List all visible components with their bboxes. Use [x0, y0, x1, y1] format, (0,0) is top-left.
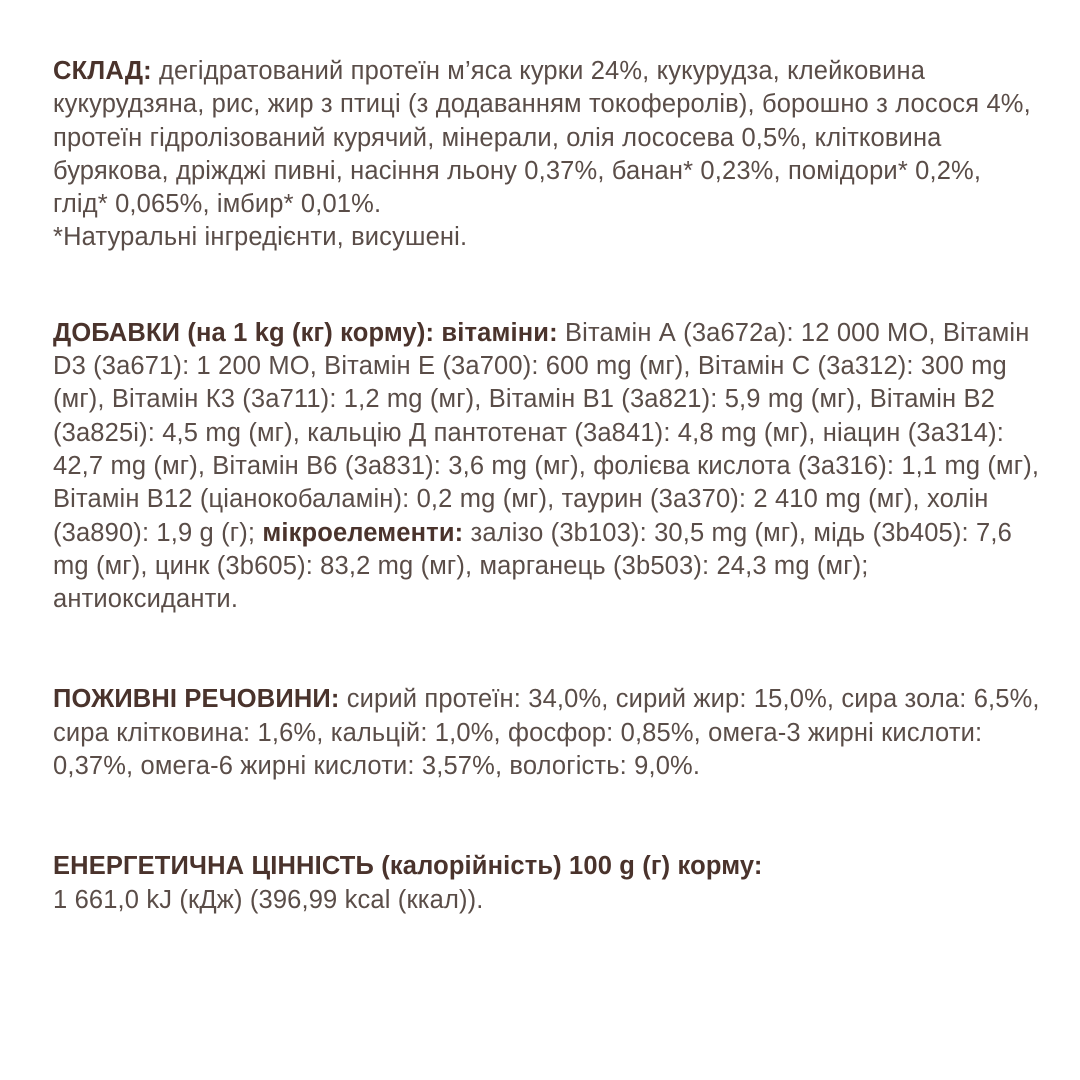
microelements-text: залізо (3b103): 30,5 mg (мг), мідь (3b405): 7,6 mg (мг), цинк (3b605): 83,2 mg (мг), марганець (3b503): 24,3 mg (мг); антиоксиданти.: [53, 518, 1012, 614]
vitamins-label: вітаміни:: [434, 318, 558, 347]
nutrients-text: сирий протеїн: 34,0%, сирий жир: 15,0%, сира зола: 6,5%, сира клітковина: 1,6%, кальцій: 1,0%, фосфор: 0,85%, омега-3 жирні кислоти: 0,37%, омега-6 жирні кислоти: 3,57%, вологість: 9,0%.: [53, 685, 1040, 781]
energy-section: [53, 850, 1043, 917]
microelements-label: мікроелементи:: [255, 518, 464, 547]
composition-heading: СКЛАД:: [53, 57, 152, 85]
additives-section: [53, 317, 1043, 617]
nutrients-heading: ПОЖИВНІ РЕЧОВИНИ:: [53, 685, 340, 714]
composition-text: дегідратований протеїн м’яса курки 24%, кукурудза, клейковина кукурудзяна, рис, жир з птиці (з додаванням токоферолів), борошно з лосося 4%, протеїн гідролізований курячий, мінерали, олія лососева 0,5%, клітковина бурякова, дріжджі пивні, насіння льону 0,37%, банан* 0,23%, помідори* 0,2%, глід* 0,065%, імбир* 0,01%.: [53, 57, 1031, 219]
ingredients-document: [53, 55, 1043, 917]
nutrients-section: [53, 683, 1043, 783]
energy-text: 1 661,0 kJ (кДж) (396,99 kcal (ккал)).: [53, 885, 484, 914]
energy-heading: ЕНЕРГЕТИЧНА ЦІННІСТЬ (калорійність) 100 g (г) корму:: [53, 852, 763, 881]
composition-note: *Натуральні інгредієнти, висушені.: [53, 223, 468, 252]
composition-section: [53, 55, 1043, 255]
additives-heading: ДОБАВКИ (на 1 kg (кг) корму):: [53, 318, 435, 347]
vitamins-text: Вітамін А (3a672a): 12 000 МО, Вітамін D3 (3a671): 1 200 МО, Вітамін Е (3a700): 600 mg (мг), Вітамін С (3a312): 300 mg (мг), Вітамін К3 (3a711): 1,2 mg (мг), Вітамін В1 (3a821): 5,9 mg (мг), Вітамін В2 (3a825i): 4,5 mg (мг), кальцію Д пантотенат (3a841): 4,8 mg (мг), ніацин (3a314): 42,7 mg (мг), Вітамін В6 (3a831): 3,6 mg (мг), фолієва кислота (3a316): 1,1 mg (мг), Вітамін В12 (ціанокобаламін): 0,2 mg (мг), таурин (3a370): 2 410 mg (мг), холін (3a890): 1,9 g (г);: [53, 318, 1040, 547]
